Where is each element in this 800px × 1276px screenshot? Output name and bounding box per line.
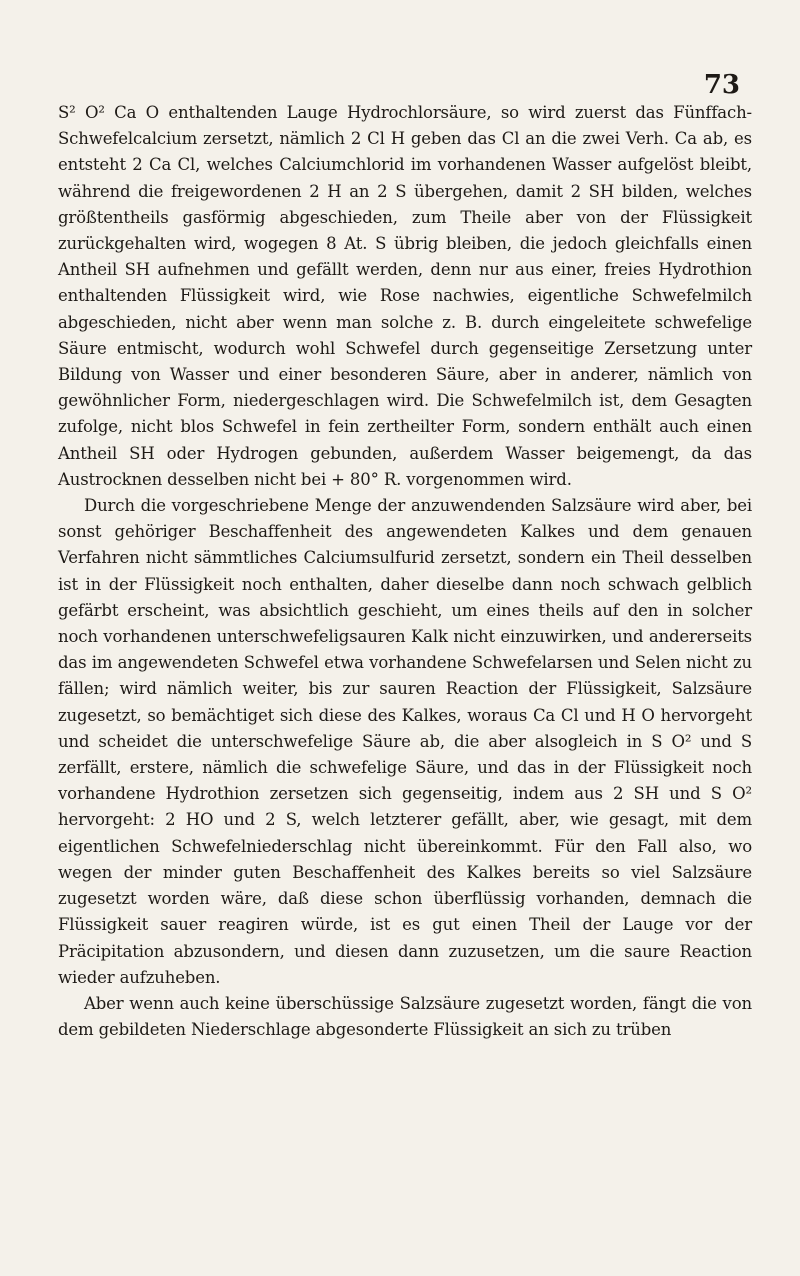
- body-text: [58, 100, 752, 1043]
- paragraph-3: Aber wenn auch keine überschüssige Salzsäure zugesetzt worden, fängt die von dem gebildeten Niederschlage abgesonderte Flüssigkeit an sich zu trüben: [58, 993, 752, 1040]
- paragraph-1: S² O² Ca O enthaltenden Lauge Hydrochlorsäure, so wird zuerst das Fünffach-Schwefelcalcium zersetzt, nämlich 2 Cl H geben das Cl an die zwei Verh. Ca ab, es entsteht 2 Ca Cl, welches Calciumchlorid im vorhandenen Wasser aufgelöst bleibt, während die freigewordenen 2 H an 2 S übergehen, damit 2 SH bilden, welches größtentheils gasförmig abgeschieden, zum Theile aber von der Flüssigkeit zurückgehalten wird, wogegen 8 At. S übrig bleiben, die jedoch gleichfalls einen Antheil SH aufnehmen und gefällt werden, denn nur aus einer, freies Hydrothion enthaltenden Flüssigkeit wird, wie Rose nachwies, eigentliche Schwefelmilch abgeschieden, nicht aber wenn man solche z. B. durch eingeleitete schwefelige Säure entmischt, wodurch wohl Schwefel durch gegenseitige Zersetzung unter Bildung von Wasser und einer besonderen Säure, aber in anderer, nämlich von gewöhnlicher Form, niedergeschlagen wird. Die Schwefelmilch ist, dem Gesagten zufolge, nicht blos Schwefel in fein zertheilter Form, sondern enthält auch einen Antheil SH oder Hydrogen gebunden, außerdem Wasser beigemengt, da das Austrocknen desselben nicht bei + 80° R. vorgenommen wird.: [58, 103, 752, 489]
- page-number: 73: [703, 70, 740, 100]
- paragraph-2: Durch die vorgeschriebene Menge der anzuwendenden Salzsäure wird aber, bei sonst gehöriger Beschaffenheit des angewendeten Kalkes und dem genauen Verfahren nicht sämmtliches Calciumsulfurid zersetzt, sondern ein Theil desselben ist in der Flüssigkeit noch enthalten, daher dieselbe dann noch schwach gelblich gefärbt erscheint, was absichtlich geschieht, um eines theils auf den in solcher noch vorhandenen unterschwefeligsauren Kalk nicht einzuwirken, und andererseits das im angewendeten Schwefel etwa vorhandene Schwefelarsen und Selen nicht zu fällen; wird nämlich weiter, bis zur sauren Reaction der Flüssigkeit, Salzsäure zugesetzt, so bemächtiget sich diese des Kalkes, woraus Ca Cl und H O hervorgeht und scheidet die unterschwefelige Säure ab, die aber alsogleich in S O² und S zerfällt, erstere, nämlich die schwefelige Säure, und das in der Flüssigkeit noch vorhandene Hydrothion zersetzen sich gegenseitig, indem aus 2 SH und S O² hervorgeht: 2 HO und 2 S, welch letzterer gefällt, aber, wie gesagt, mit dem eigentlichen Schwefelniederschlag nicht übereinkommt. Für den Fall also, wo wegen der minder guten Beschaffenheit des Kalkes bereits so viel Salzsäure zugesetzt worden wäre, daß diese schon überflüssig vorhanden, demnach die Flüssigkeit sauer reagiren würde, ist es gut einen Theil der Lauge vor der Präcipitation abzusondern, und diesen dann zuzusetzen, um die saure Reaction wieder aufzuheben.: [58, 496, 752, 987]
